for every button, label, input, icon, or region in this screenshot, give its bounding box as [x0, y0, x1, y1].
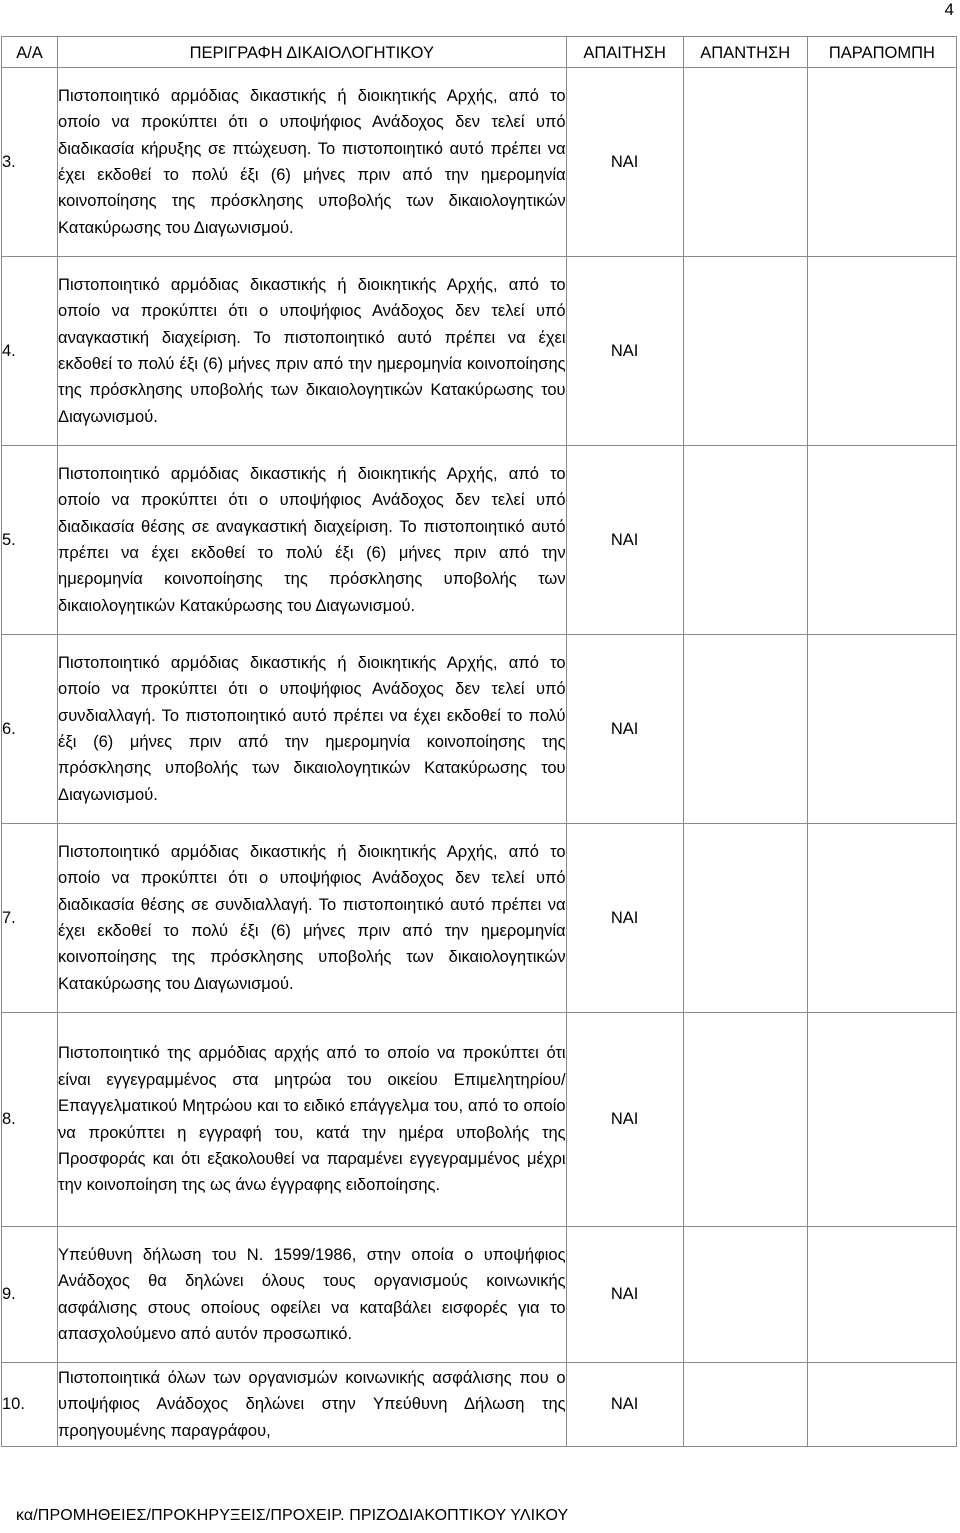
header-answer: ΑΠΑΝΤΗΣΗ	[683, 37, 807, 68]
row-reference-cell[interactable]	[807, 1227, 956, 1363]
row-number: 5.	[2, 446, 58, 635]
header-description: ΠΕΡΙΓΡΑΦΗ ΔΙΚΑΙΟΛΟΓΗΤΙΚΟΥ	[58, 37, 567, 68]
row-answer-cell[interactable]	[683, 446, 807, 635]
row-requirement: ΝΑΙ	[566, 824, 683, 1013]
row-answer-cell[interactable]	[683, 1013, 807, 1227]
row-requirement: ΝΑΙ	[566, 1227, 683, 1363]
header-row	[2, 37, 957, 68]
row-answer-cell[interactable]	[683, 635, 807, 824]
row-number: 7.	[2, 824, 58, 1013]
header-requirement: ΑΠΑΙΤΗΣΗ	[566, 37, 683, 68]
row-requirement: ΝΑΙ	[566, 68, 683, 257]
table-row	[2, 257, 957, 446]
row-requirement: ΝΑΙ	[566, 1013, 683, 1227]
table-row	[2, 824, 957, 1013]
row-number: 9.	[2, 1227, 58, 1363]
row-answer-cell[interactable]	[683, 68, 807, 257]
row-reference-cell[interactable]	[807, 824, 956, 1013]
row-reference-cell[interactable]	[807, 1363, 956, 1447]
row-description: Πιστοποιητικό αρμόδιας δικαστικής ή διοικητικής Αρχής, από το οποίο να προκύπτει ότι ο υποψήφιος Ανάδοχος δεν τελεί υπό διαδικασία θέσης σε συνδιαλλαγή. Το πιστοποιητικό αυτό πρέπει να έχει εκδοθεί το πολύ έξι (6) μήνες πριν από την ημερομηνία κοινοποίησης της πρόσκλησης υποβολής των δικαιολογητικών Κατακύρωσης του Διαγωνισμού.	[58, 824, 567, 1013]
row-description: Πιστοποιητικό αρμόδιας δικαστικής ή διοικητικής Αρχής, από το οποίο να προκύπτει ότι ο υποψήφιος Ανάδοχος δεν τελεί υπό διαδικασία θέσης σε αναγκαστική διαχείριση. Το πιστοποιητικό αυτό πρέπει να έχει εκδοθεί το πολύ έξι (6) μήνες πριν από την ημερομηνία κοινοποίησης της πρόσκλησης υποβολής των δικαιολογητικών Κατακύρωσης του Διαγωνισμού.	[58, 446, 567, 635]
requirements-table	[1, 36, 957, 1447]
row-answer-cell[interactable]	[683, 824, 807, 1013]
table-row	[2, 68, 957, 257]
row-description: Υπεύθυνη δήλωση του Ν. 1599/1986, στην οποία ο υποψήφιος Ανάδοχος θα δηλώνει όλους τους οργανισμούς κοινωνικής ασφάλισης στους οποίους οφείλει να καταβάλει εισφορές για το απασχολούμενο από αυτόν προσωπικό.	[58, 1227, 567, 1363]
row-answer-cell[interactable]	[683, 1227, 807, 1363]
row-answer-cell[interactable]	[683, 257, 807, 446]
row-requirement: ΝΑΙ	[566, 257, 683, 446]
row-number: 8.	[2, 1013, 58, 1227]
row-requirement: ΝΑΙ	[566, 1363, 683, 1447]
row-answer-cell[interactable]	[683, 1363, 807, 1447]
table-header	[2, 37, 957, 68]
row-requirement: ΝΑΙ	[566, 635, 683, 824]
table-row	[2, 446, 957, 635]
table-body	[2, 68, 957, 1447]
table-row	[2, 1363, 957, 1447]
row-number: 6.	[2, 635, 58, 824]
row-description: Πιστοποιητικό αρμόδιας δικαστικής ή διοικητικής Αρχής, από το οποίο να προκύπτει ότι ο υποψήφιος Ανάδοχος δεν τελεί υπό διαδικασία κήρυξης σε πτώχευση. Το πιστοποιητικό αυτό πρέπει να έχει εκδοθεί το πολύ έξι (6) μήνες πριν από την ημερομηνία κοινοποίησης της πρόσκλησης υποβολής των δικαιολογητικών Κατακύρωσης του Διαγωνισμού.	[58, 68, 567, 257]
row-description: Πιστοποιητικό της αρμόδιας αρχής από το οποίο να προκύπτει ότι είναι εγγεγραμμένος στα μητρώα του οικείου Επιμελητηρίου/Επαγγελματικού Μητρώου και το ειδικό επάγγελμα του, από το οποίο να προκύπτει η εγγραφή του, κατά την ημέρα υποβολής της Προσφοράς και ότι εξακολουθεί να παραμένει εγγεγραμμένος μέχρι την κοινοποίηση της ως άνω έγγραφης ειδοποίησης.	[58, 1013, 567, 1227]
table-row	[2, 1227, 957, 1363]
table-row	[2, 1013, 957, 1227]
row-reference-cell[interactable]	[807, 1013, 956, 1227]
document-footer: κα/ΠΡΟΜΗΘΕΙΕΣ/ΠΡΟΚΗΡΥΞΕΙΣ/ΠΡΟΧΕΙΡ. ΠΡΙΖΟΔΙΑΚΟΠΤΙΚΟΥ ΥΛΙΚΟΥ	[16, 1507, 569, 1524]
page-number: 4	[944, 0, 954, 19]
row-description: Πιστοποιητικό αρμόδιας δικαστικής ή διοικητικής Αρχής, από το οποίο να προκύπτει ότι ο υποψήφιος Ανάδοχος δεν τελεί υπό συνδιαλλαγή. Το πιστοποιητικό αυτό πρέπει να έχει εκδοθεί το πολύ έξι (6) μήνες πριν από την ημερομηνία κοινοποίησης της πρόσκλησης υποβολής των δικαιολογητικών Κατακύρωσης του Διαγωνισμού.	[58, 635, 567, 824]
header-reference: ΠΑΡΑΠΟΜΠΗ	[807, 37, 956, 68]
row-number: 4.	[2, 257, 58, 446]
row-reference-cell[interactable]	[807, 446, 956, 635]
row-number: 3.	[2, 68, 58, 257]
row-description: Πιστοποιητικό αρμόδιας δικαστικής ή διοικητικής Αρχής, από το οποίο να προκύπτει ότι ο υποψήφιος Ανάδοχος δεν τελεί υπό αναγκαστική διαχείριση. Το πιστοποιητικό αυτό πρέπει να έχει εκδοθεί το πολύ έξι (6) μήνες πριν από την ημερομηνία κοινοποίησης της πρόσκλησης υποβολής των δικαιολογητικών Κατακύρωσης του Διαγωνισμού.	[58, 257, 567, 446]
row-description: Πιστοποιητικά όλων των οργανισμών κοινωνικής ασφάλισης που ο υποψήφιος Ανάδοχος δηλώνει στην Υπεύθυνη Δήλωση της προηγουμένης παραγράφου,	[58, 1363, 567, 1447]
row-requirement: ΝΑΙ	[566, 446, 683, 635]
header-aa: Α/Α	[2, 37, 58, 68]
row-reference-cell[interactable]	[807, 68, 956, 257]
row-reference-cell[interactable]	[807, 635, 956, 824]
table-row	[2, 635, 957, 824]
row-number: 10.	[2, 1363, 58, 1447]
row-reference-cell[interactable]	[807, 257, 956, 446]
